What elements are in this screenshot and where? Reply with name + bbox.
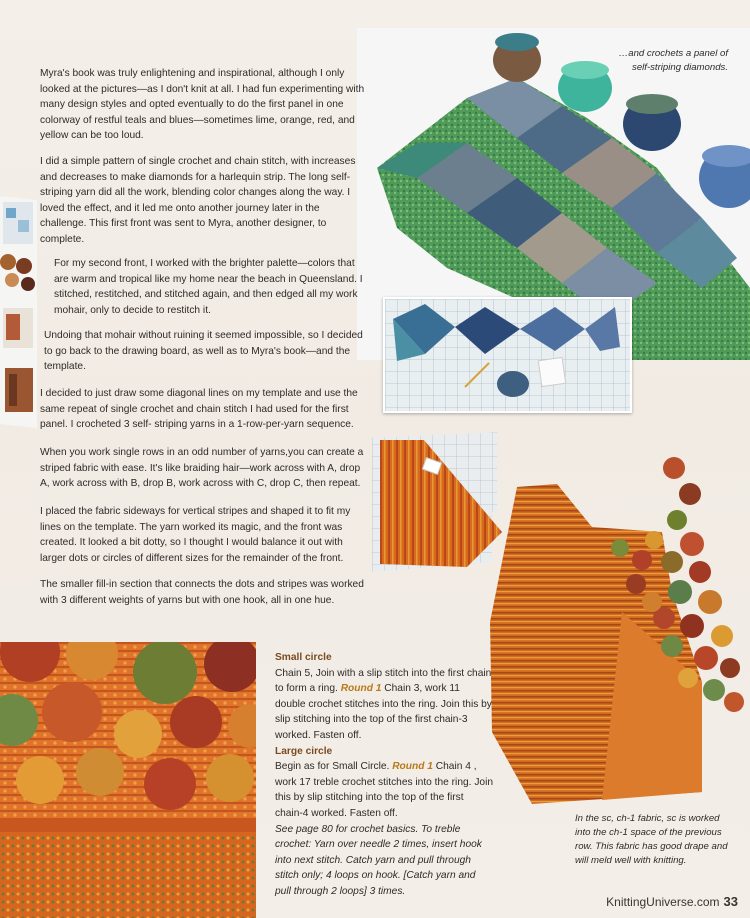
body-paragraph-6: When you work single rows in an odd number of yarns,you can create a striped fabric with ease. It's like braiding hair—work across with A, drop A, work across with B, drop B, work across with C, drop C, then repeat. bbox=[40, 447, 364, 490]
caption-bottom-right: In the sc, ch-1 fabric, sc is worked into the ch-1 space of the previous row. This fabric has good drape and will meld well with knitting. bbox=[575, 813, 728, 866]
page-number: 33 bbox=[723, 894, 738, 909]
photo-left-edge-collage bbox=[0, 196, 37, 428]
body-paragraph-7: I placed the fabric sideways for vertical stripes and shaped it to fit my lines on the template. The yarn worked its magic, and the front was created. It looked a bit dotty, so I thought I would balance it out with larger dots or circles of different sizes for the remainder of the front. bbox=[40, 506, 351, 564]
large-circle-instructions: Begin as for Small Circle. Round 1 Chain 4 , work 17 treble crochet stitches into the ring. Join this by slip stitching into the top of the first chain-4 worked. Fasten off. bbox=[275, 761, 494, 819]
small-circle-title: Small circle bbox=[275, 652, 332, 663]
body-paragraph-1: Myra's book was truly enlightening and inspirational, although I only looked at the pictures—as I don't knit at all. I had fun experimenting with many design styles and opted eventually to do the first panel in one colorway of restful teals and blues—sometimes lime, orange, red, and yellow can be too loud. bbox=[40, 68, 365, 142]
pattern-instructions bbox=[275, 650, 493, 900]
small-circle-instructions: Chain 5, Join with a slip stitch into the first chain to form a ring. Round 1 Chain 3, work 11 double crochet stitches into the ring. Join this by slip stitching into the top of the first chain-3 worked. Fasten off. bbox=[275, 667, 492, 741]
body-paragraph-2: I did a simple pattern of single crochet and chain stitch, with increases and decreases to make diamonds for a harlequin strip. The long self-striping yarn did all the work, blending color changes along the way. I loved the effect, and it led me onto another journey later in the challenge. This first front was sent to Myra, another designer, to complete. bbox=[40, 156, 356, 245]
large-circle-title: Large circle bbox=[275, 745, 333, 757]
round-label: Round 1 bbox=[392, 761, 433, 773]
crochet-basics-note: See page 80 for crochet basics. To treble crochet: Yarn over needle 2 times, insert hook into next stitch. Catch yarn and pull through stitch only; 4 loops on hook. [Catch yarn and pull through 2 loops] 3 times. bbox=[275, 823, 482, 897]
photo-diamond-strip-on-grid bbox=[383, 297, 632, 413]
round-label: Round 1 bbox=[340, 683, 382, 695]
body-paragraph-8: The smaller fill-in section that connects the dots and stripes was worked with 3 different weights of yarns but with one hook, all in one hue. bbox=[40, 579, 364, 606]
caption-top-right: …and crochets a panel of self-striping diamonds. bbox=[618, 48, 728, 73]
photo-circles-closeup bbox=[0, 642, 256, 918]
body-paragraph-3: For my second front, I worked with the brighter palette—colors that are warm and tropical like my home near the beach in Queensland. I stitched, restitched, and stitched again, and then edged all my work mohair, only to decide to restitch it. bbox=[54, 258, 363, 316]
body-paragraph-4: Undoing that mohair without ruining it seemed impossible, so I decided to go back to the drawing board, as well as to Myra's book—and the template. bbox=[44, 330, 363, 373]
body-paragraph-5: I decided to just draw some diagonal lines on my template and use the same repeat of single crochet and chain stitch I had used for the first panel. I crocheted 3 self- striping yarns in a 1-row-per-yarn sequence. bbox=[40, 388, 358, 431]
page-footer bbox=[606, 894, 738, 909]
footer-site: KnittingUniverse.com bbox=[606, 895, 720, 909]
